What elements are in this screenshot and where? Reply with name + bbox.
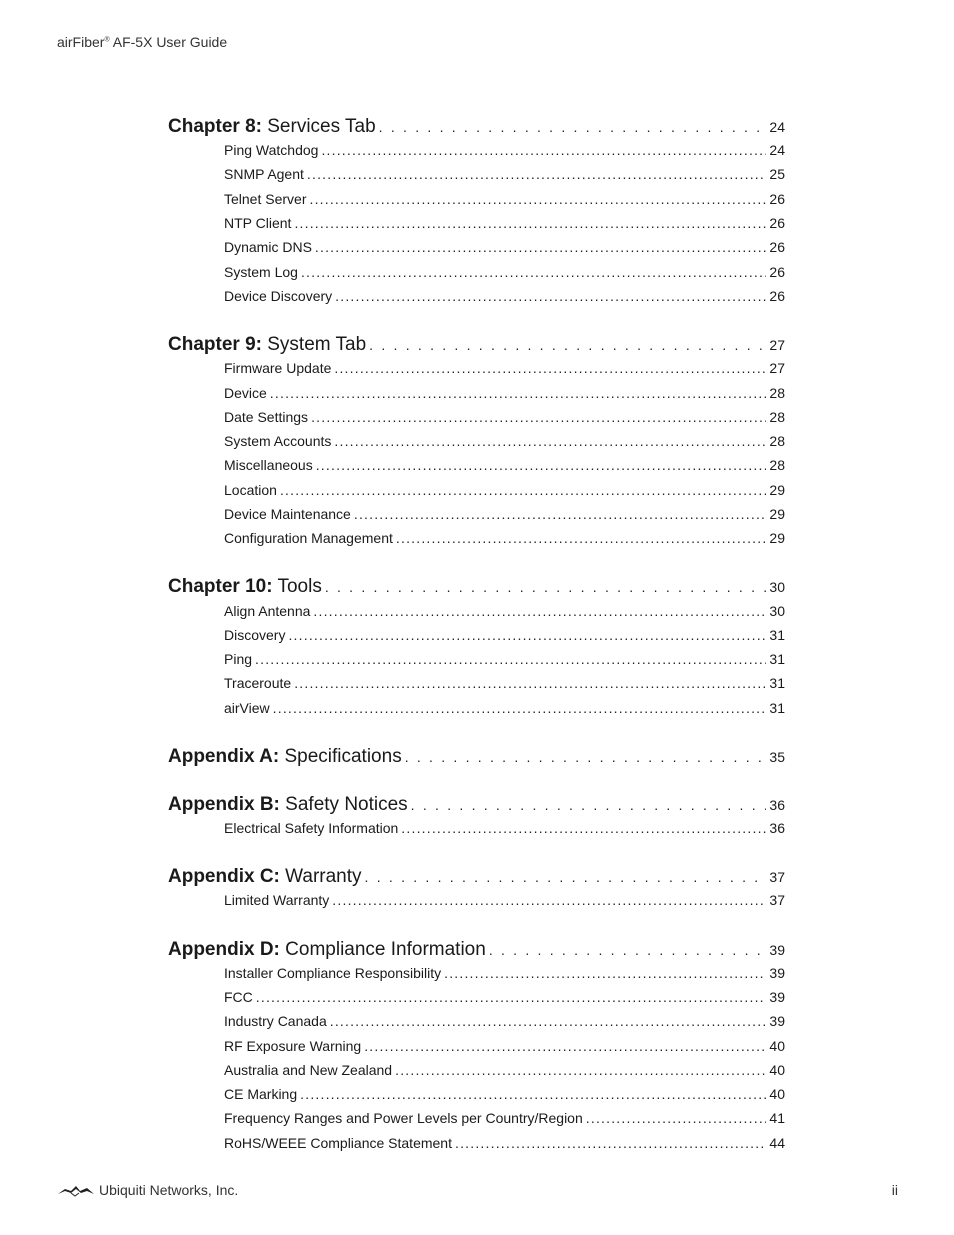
dot-leader: [294, 215, 766, 231]
toc-subentry-label: Industry Canada: [224, 1013, 327, 1030]
toc-subentry[interactable]: [168, 187, 785, 211]
dot-leader: [315, 239, 767, 255]
toc-subentry-label: SNMP Agent: [224, 166, 304, 183]
toc-chapter-title: Safety Notices: [279, 793, 408, 815]
dot-leader: [334, 433, 766, 449]
toc-subentry-label: Align Antenna: [224, 602, 311, 619]
toc-page-number: 44: [769, 1134, 785, 1151]
toc-subentry[interactable]: [168, 598, 785, 622]
toc-subentry[interactable]: [168, 284, 785, 308]
running-header: [57, 34, 227, 50]
toc-page-number: 28: [769, 457, 785, 474]
toc-page-number: 29: [769, 530, 785, 547]
toc-page-number: 40: [769, 1061, 785, 1078]
toc-chapter-label: [168, 334, 366, 356]
toc-subentry-label: System Accounts: [224, 433, 332, 450]
toc-subentry-label: Configuration Management: [224, 530, 393, 547]
toc-subentry[interactable]: [168, 429, 785, 453]
toc-page-number: 24: [769, 119, 785, 135]
dot-leader: [586, 1110, 767, 1126]
dot-leader: [288, 627, 766, 643]
dot-leader: [411, 797, 767, 816]
toc-subentry[interactable]: [168, 888, 785, 912]
toc-chapter-label: [168, 866, 362, 888]
dot-leader: [489, 942, 767, 961]
toc-chapter-number: Appendix B:: [168, 793, 280, 815]
toc-subentry-label: Discovery: [224, 626, 286, 643]
toc-subentry[interactable]: [168, 696, 785, 720]
toc-subentry[interactable]: [168, 478, 785, 502]
toc-subentry-label: Traceroute: [224, 675, 292, 692]
dot-leader: [270, 385, 767, 401]
dot-leader: [354, 506, 767, 522]
toc-subentry[interactable]: [168, 453, 785, 477]
toc-page-number: 31: [769, 675, 785, 692]
toc-page-number: 40: [769, 1086, 785, 1103]
toc-page-number: 29: [769, 506, 785, 522]
toc-subentry-label: Frequency Ranges and Power Levels per Country/Region: [224, 1110, 583, 1127]
toc-page-number: 24: [769, 142, 785, 159]
toc-page-number: 31: [769, 699, 785, 716]
toc-page-number: 28: [769, 384, 785, 401]
toc-page-number: 30: [769, 579, 785, 596]
toc-subentry-label: System Log: [224, 263, 298, 280]
dot-leader: [294, 675, 766, 691]
toc-page-number: 39: [769, 964, 785, 981]
toc-subentry[interactable]: [168, 816, 785, 840]
toc-subentry[interactable]: [168, 1033, 785, 1057]
dot-leader: [379, 119, 767, 138]
dot-leader: [307, 166, 767, 182]
table-of-contents: [168, 106, 785, 1155]
toc-subentry[interactable]: [168, 138, 785, 162]
toc-subentry[interactable]: [168, 502, 785, 526]
toc-chapter-title: Warranty: [279, 866, 362, 888]
toc-chapter-number: Chapter 10:: [168, 576, 273, 598]
toc-page-number: 31: [769, 651, 785, 668]
dot-leader: [401, 820, 766, 836]
toc-subentry[interactable]: [168, 356, 785, 380]
toc-chapter-title: System Tab: [261, 334, 367, 356]
toc-subentry-label: Ping: [224, 651, 253, 668]
toc-subentry[interactable]: [168, 259, 785, 283]
toc-subentry[interactable]: [168, 1082, 785, 1106]
toc-page-number: 37: [769, 869, 785, 886]
toc-page-number: 35: [769, 748, 785, 765]
dot-leader: [332, 892, 766, 908]
toc-page-number: 39: [769, 988, 785, 1005]
toc-subentry-label: Device Maintenance: [224, 506, 351, 522]
toc-page-number: 30: [769, 602, 785, 619]
dot-leader: [316, 457, 767, 473]
toc-chapter-entry[interactable]: [168, 106, 785, 138]
toc-page-number: 26: [769, 287, 785, 304]
toc-subentry[interactable]: [168, 1009, 785, 1033]
toc-subentry-label: Telnet Server: [224, 190, 307, 207]
toc-page-number: 26: [769, 215, 785, 232]
toc-subentry[interactable]: [168, 380, 785, 404]
toc-subentry[interactable]: [168, 961, 785, 985]
dot-leader: [255, 651, 766, 667]
toc-page-number: 39: [769, 1013, 785, 1030]
toc-subentry[interactable]: [168, 526, 785, 550]
toc-chapter-number: Appendix D:: [168, 938, 280, 960]
toc-chapter-entry[interactable]: [168, 566, 785, 598]
toc-chapter-label: [168, 576, 322, 598]
footer-brand: [57, 1182, 238, 1198]
toc-chapter-title: Tools: [272, 576, 322, 598]
toc-subentry-label: Dynamic DNS: [224, 239, 312, 256]
toc-section: [168, 856, 785, 912]
toc-page-number: 41: [769, 1110, 785, 1127]
ubiquiti-logo-icon: [57, 1183, 95, 1197]
toc-subentry[interactable]: [168, 671, 785, 695]
toc-section: [168, 106, 785, 308]
toc-page-number: 27: [769, 360, 785, 377]
toc-page-number: 26: [769, 190, 785, 207]
toc-subentry-label: Device Discovery: [224, 287, 333, 304]
toc-chapter-label: [168, 794, 408, 816]
toc-chapter-number: Chapter 9:: [168, 334, 262, 356]
toc-chapter-title: Compliance Information: [279, 938, 486, 960]
toc-chapter-entry[interactable]: [168, 856, 785, 888]
toc-subentry-label: Miscellaneous: [224, 457, 313, 474]
toc-section: [168, 784, 785, 840]
toc-page-number: 40: [769, 1037, 785, 1054]
toc-chapter-entry[interactable]: [168, 784, 785, 816]
toc-chapter-label: [168, 746, 402, 768]
toc-subentry-label: Ping Watchdog: [224, 142, 319, 159]
dot-leader: [330, 1013, 767, 1029]
dot-leader: [335, 288, 766, 304]
toc-chapter-number: Appendix A:: [168, 745, 280, 767]
toc-page-number: 26: [769, 239, 785, 256]
toc-section: [168, 324, 785, 550]
footer-company: Ubiquiti Networks, Inc.: [99, 1182, 239, 1198]
toc-subentry[interactable]: [168, 1106, 785, 1130]
toc-subentry-label: Limited Warranty: [224, 892, 330, 909]
registered-mark: ®: [104, 36, 110, 44]
toc-chapter-label: [168, 939, 486, 961]
toc-subentry-label: CE Marking: [224, 1086, 298, 1103]
dot-leader: [301, 264, 766, 280]
toc-chapter-entry[interactable]: [168, 929, 785, 961]
dot-leader: [309, 191, 766, 207]
toc-chapter-title: Services Tab: [261, 116, 376, 137]
dot-leader: [321, 142, 766, 158]
dot-leader: [280, 482, 766, 498]
toc-subentry[interactable]: [168, 405, 785, 429]
toc-subentry[interactable]: [168, 162, 785, 186]
dot-leader: [334, 360, 766, 376]
toc-subentry-label: airView: [224, 699, 270, 716]
dot-leader: [364, 1038, 766, 1054]
toc-section: [168, 929, 785, 1155]
toc-page-number: 37: [769, 892, 785, 909]
toc-chapter-label: [168, 116, 376, 138]
toc-page-number: 27: [769, 337, 785, 354]
dot-leader: [405, 749, 767, 768]
toc-subentry-label: Australia and New Zealand: [224, 1061, 393, 1078]
toc-page-number: 31: [769, 626, 785, 643]
toc-chapter-entry[interactable]: [168, 324, 785, 356]
dot-leader: [444, 965, 766, 981]
toc-chapter-number: Chapter 8:: [168, 116, 262, 137]
toc-page-number: 39: [769, 941, 785, 958]
toc-subentry[interactable]: [168, 1131, 785, 1155]
toc-subentry-label: FCC: [224, 988, 253, 1005]
toc-subentry[interactable]: [168, 211, 785, 235]
toc-subentry[interactable]: [168, 985, 785, 1009]
toc-subentry-label: Date Settings: [224, 408, 309, 425]
toc-page-number: 25: [769, 166, 785, 183]
header-title-suffix: AF-5X User Guide: [109, 34, 228, 50]
toc-page-number: 26: [769, 263, 785, 280]
header-title-prefix: airFiber: [57, 34, 105, 50]
dot-leader: [395, 1062, 766, 1078]
toc-subentry[interactable]: [168, 623, 785, 647]
dot-leader: [256, 989, 767, 1005]
toc-subentry-label: Electrical Safety Information: [224, 820, 399, 837]
toc-subentry-label: Device: [224, 384, 267, 401]
toc-subentry-label: Installer Compliance Responsibility: [224, 964, 442, 981]
toc-chapter-title: Specifications: [279, 745, 402, 767]
toc-page-number: 36: [769, 820, 785, 837]
footer-page-number: ii: [891, 1182, 898, 1198]
dot-leader: [396, 530, 767, 546]
toc-chapter-entry[interactable]: [168, 736, 785, 768]
dot-leader: [455, 1135, 766, 1151]
toc-subentry-label: Firmware Update: [224, 360, 332, 377]
toc-subentry[interactable]: [168, 1058, 785, 1082]
toc-subentry-label: RF Exposure Warning: [224, 1037, 362, 1054]
toc-page-number: 28: [769, 433, 785, 450]
toc-chapter-number: Appendix C:: [168, 866, 280, 888]
dot-leader: [325, 579, 767, 598]
toc-subentry-label: NTP Client: [224, 215, 292, 232]
toc-subentry-label: Location: [224, 481, 277, 498]
dot-leader: [313, 603, 766, 619]
toc-section: [168, 566, 785, 719]
dot-leader: [369, 337, 766, 356]
dot-leader: [300, 1086, 766, 1102]
toc-subentry[interactable]: [168, 235, 785, 259]
toc-page-number: 29: [769, 481, 785, 498]
toc-subentry[interactable]: [168, 647, 785, 671]
toc-subentry-label: RoHS/WEEE Compliance Statement: [224, 1134, 452, 1151]
dot-leader: [365, 869, 767, 888]
toc-page-number: 36: [769, 796, 785, 813]
dot-leader: [273, 700, 767, 716]
toc-section: [168, 736, 785, 768]
page-footer: [57, 1182, 898, 1198]
toc-page-number: 28: [769, 408, 785, 425]
dot-leader: [311, 409, 766, 425]
